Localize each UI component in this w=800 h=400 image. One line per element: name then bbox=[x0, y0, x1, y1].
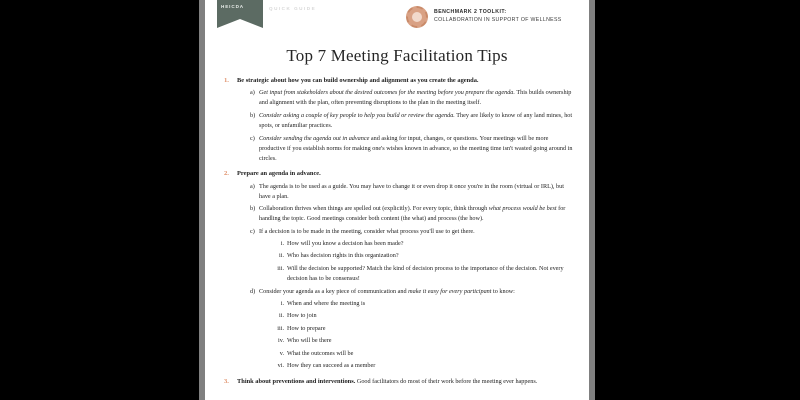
list-item-body bbox=[237, 76, 573, 166]
sublist-marker: a) bbox=[250, 89, 255, 97]
sublist-marker: b) bbox=[250, 205, 256, 213]
list-item bbox=[275, 349, 573, 359]
benchmark-text-block bbox=[434, 9, 562, 25]
roman-marker: iii. bbox=[277, 264, 284, 272]
sublist-text: The agenda is to be used as a guide. You may have to change it or even drop it once you're in the room (virtual or IRL), but have a plan. bbox=[259, 182, 564, 200]
sublist-italic-text: Get input from stakeholders about the desired outcomes for the meeting before you prepare the agenda. bbox=[259, 89, 515, 97]
document-page bbox=[205, 0, 589, 400]
sublist-marker: c) bbox=[250, 134, 255, 142]
roman-marker: iii. bbox=[277, 324, 284, 332]
sublist-text: This builds ownership and alignment with the plan, often preventing disruptions to the plan in the meeting itself. bbox=[259, 89, 572, 107]
sublist-italic-text: what process would be best bbox=[488, 205, 557, 213]
sublist-italic-text: Consider asking a couple of key people to help you build or review the agenda. bbox=[259, 111, 455, 119]
document-body bbox=[205, 76, 589, 388]
sublist-alpha bbox=[237, 88, 573, 163]
sublist-marker: d) bbox=[250, 287, 256, 295]
sublist-marker: a) bbox=[250, 182, 255, 190]
list-item bbox=[221, 169, 573, 374]
sublist-alpha bbox=[237, 182, 573, 372]
list-item-lead: Be strategic about how you can build ownership and alignment as you create the agenda. bbox=[237, 77, 479, 84]
sublist-roman bbox=[259, 299, 573, 372]
roman-marker: vi. bbox=[277, 362, 284, 370]
list-item bbox=[221, 76, 573, 166]
roman-text: How they can succeed as a member bbox=[287, 362, 376, 370]
list-item bbox=[275, 264, 573, 284]
sublist-roman bbox=[259, 239, 573, 284]
list-item bbox=[275, 324, 573, 334]
list-item-lead: Prepare an agenda in advance. bbox=[237, 170, 321, 178]
sublist-text: Collaboration thrives when things are spelled out (explicitly). For every topic, think through bbox=[259, 205, 489, 213]
list-item-number: 2. bbox=[224, 170, 229, 178]
sublist-marker: c) bbox=[250, 227, 255, 235]
list-item bbox=[275, 336, 573, 346]
benchmark-toolkit-label: BENCHMARK 2 TOOLKIT: bbox=[434, 9, 507, 16]
list-item bbox=[250, 111, 573, 131]
organization-logo-text: HEICDA bbox=[221, 4, 245, 9]
roman-marker: iv. bbox=[278, 337, 284, 345]
roman-marker: v. bbox=[279, 349, 284, 357]
list-item bbox=[221, 377, 573, 388]
roman-text: How to join bbox=[287, 312, 317, 320]
list-item-rest: Good facilitators do most of their work before the meeting ever happens. bbox=[355, 377, 538, 385]
quick-guide-label: QUICK GUIDE bbox=[269, 6, 317, 11]
list-item bbox=[275, 251, 573, 261]
roman-marker: ii. bbox=[279, 252, 284, 260]
page-title: Top 7 Meeting Facilitation Tips bbox=[286, 46, 508, 65]
roman-text: Who has decision rights in this organization? bbox=[287, 252, 399, 260]
roman-text: When and where the meeting is bbox=[287, 299, 366, 307]
roman-text: How will you know a decision has been made? bbox=[287, 239, 404, 247]
list-item bbox=[250, 204, 573, 224]
page-gutter-right bbox=[589, 0, 595, 400]
list-item bbox=[250, 227, 573, 284]
sublist-marker: b) bbox=[250, 111, 256, 119]
list-item-lead: Think about preventions and interventions. bbox=[237, 377, 356, 385]
list-item bbox=[250, 134, 573, 164]
list-item bbox=[275, 311, 573, 321]
sublist-italic-text: make it easy for every participant bbox=[408, 287, 492, 295]
sublist-text: They are likely to know of any land mines, hot spots, or unfamiliar practices. bbox=[259, 111, 573, 130]
sublist-italic-text: Consider sending the agenda out in advance bbox=[259, 134, 370, 142]
medallion-seal-icon bbox=[406, 6, 428, 28]
list-item-body bbox=[237, 377, 573, 388]
roman-text: What the outcomes will be bbox=[287, 349, 354, 357]
list-item bbox=[275, 361, 573, 371]
benchmark-subtitle-label: COLLABORATION IN SUPPORT OF WELLNESS bbox=[434, 17, 562, 23]
benchmark-badge bbox=[406, 6, 562, 28]
roman-text: Who will be there bbox=[287, 337, 332, 345]
roman-text: How to prepare bbox=[287, 324, 326, 332]
roman-marker: i. bbox=[280, 239, 284, 247]
list-item-body bbox=[237, 169, 573, 374]
list-item-number: 3. bbox=[224, 377, 229, 385]
roman-text: Will the decision be supported? Match the kind of decision process to the importance of the decision. Not every decision has to be consensus! bbox=[287, 264, 564, 282]
roman-marker: i. bbox=[280, 299, 284, 307]
sublist-text: and asking for input, changes, or questions. Your meetings will be more productive if you establish norms for making one's wishes known in advance, so the meeting time isn't wasted going around in circles. bbox=[259, 134, 573, 162]
list-item-number: 1. bbox=[224, 77, 229, 84]
list-item bbox=[275, 299, 573, 309]
list-item bbox=[275, 239, 573, 249]
sublist-text-tail: for handling the topic. Good meetings consider both content (the what) and process (the how). bbox=[259, 205, 566, 223]
roman-marker: ii. bbox=[279, 312, 284, 320]
page-header bbox=[205, 0, 589, 36]
list-item bbox=[250, 88, 573, 108]
sublist-text: If a decision is to be made in the meeting, consider what process you'll use to get there. bbox=[259, 227, 475, 235]
sublist-text-tail: to know: bbox=[491, 287, 515, 295]
sublist-text: Consider your agenda as a key piece of communication and bbox=[259, 287, 409, 295]
list-item bbox=[250, 287, 573, 372]
list-item bbox=[250, 182, 573, 202]
